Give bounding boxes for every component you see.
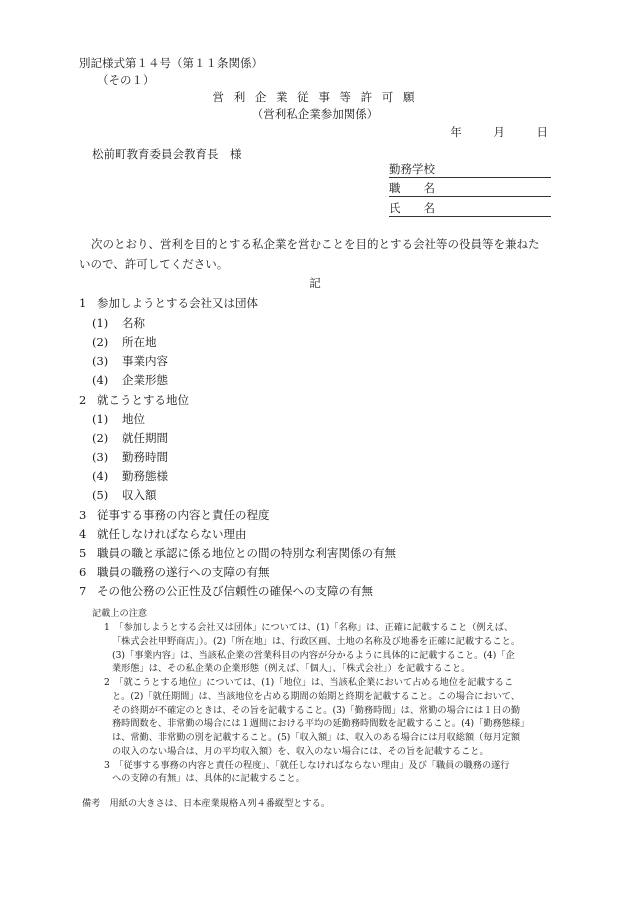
- item-number: 4: [79, 527, 87, 541]
- ki-heading: 記: [309, 276, 321, 290]
- addressee: 松前町教育委員会教育長 様: [92, 147, 242, 161]
- notes-heading: 記載上の注意: [92, 608, 148, 619]
- item-label: 名称: [122, 316, 145, 330]
- note-line: (3)「事業内容」は、当該私企業の営業科目の内容が分かるように具体的に記載すること。(4)「企: [112, 650, 515, 661]
- list-item: [79, 545, 396, 561]
- list-item: [79, 295, 258, 311]
- post-field[interactable]: [389, 180, 551, 197]
- list-item: [92, 334, 157, 350]
- form-sub-number: （その１）: [97, 73, 155, 87]
- item-number: (3): [92, 450, 109, 464]
- post-label: 職 名: [389, 181, 435, 195]
- date-day: 日: [536, 125, 548, 139]
- note-line: への支障の有無」は、具体的に記載すること。: [112, 773, 305, 784]
- item-number: 5: [79, 546, 87, 560]
- item-number: (2): [92, 335, 109, 349]
- school-label: 勤務学校: [389, 162, 435, 176]
- note-line: は、常勤、非常勤の別を記載すること。(5)「収入額」は、収入のある場合には月収総額（毎月定額: [112, 732, 521, 743]
- note-line: 務時間数を、非常勤の場合には１週間における平均の延勤務時間数を記載すること。(4)「勤務態様」: [112, 718, 530, 729]
- list-item: [79, 583, 373, 599]
- list-item: [79, 564, 270, 580]
- date-line: [422, 124, 548, 140]
- item-label: 参加しようとする会社又は団体: [97, 296, 258, 310]
- item-number: 7: [79, 584, 87, 598]
- item-number: 1: [79, 296, 87, 310]
- list-item: [92, 353, 168, 369]
- item-number: (1): [92, 316, 109, 330]
- list-item: [92, 468, 168, 484]
- list-item: [79, 507, 270, 523]
- note-line: 1 「参加しようとする会社又は団体」については、(1)「名称」は、正確に記載すること（例えば、: [104, 622, 514, 633]
- note-line: の収入のない場合は、月の平均収入額）を、収入のない場合には、その旨を記載すること。: [112, 746, 489, 757]
- list-item: [92, 487, 157, 503]
- intro-paragraph: 次のとおり、営利を目的とする私企業を営むことを目的とする会社等の役員等を兼ねたいので、許可してください。: [79, 237, 540, 271]
- list-item: [92, 449, 168, 465]
- note-line: 2 「就こうとする地位」については、(1)「地位」は、当該私企業において占める地位を記載するこ: [104, 677, 514, 688]
- note-line: その終期が不確定のときは、その旨を記載すること。(3)「勤務時間」は、常勤の場合には１日の勤: [112, 705, 521, 716]
- item-label: 就こうとする地位: [97, 393, 189, 407]
- list-item: [92, 430, 168, 446]
- item-label: 勤務態様: [122, 469, 168, 483]
- date-month: 月: [493, 125, 505, 139]
- item-number: (1): [92, 412, 109, 426]
- date-year: 年: [450, 125, 462, 139]
- item-label: 勤務時間: [122, 450, 168, 464]
- school-field[interactable]: [389, 161, 551, 178]
- item-label: 所在地: [122, 335, 157, 349]
- item-label: 地位: [122, 412, 145, 426]
- remark: 備考 用紙の大きさは、日本産業規格Ａ列４番縦型とする。: [82, 798, 331, 809]
- item-label: 収入額: [122, 488, 157, 502]
- document-title: 営 利 企 業 従 事 等 許 可 願: [212, 90, 418, 104]
- list-item: [92, 411, 145, 427]
- list-item: [92, 372, 168, 388]
- item-label: 職員の職と承認に係る地位との間の特別な利害関係の有無: [97, 546, 396, 560]
- item-label: 事業内容: [122, 354, 168, 368]
- item-number: 2: [79, 393, 87, 407]
- item-label: その他公務の公正性及び信頼性の確保への支障の有無: [97, 584, 373, 598]
- note-line: 業形態」は、その私企業の企業形態（例えば、「個人」、「株式会社」）を記載すること。: [112, 663, 471, 674]
- item-label: 企業形態: [122, 373, 168, 387]
- note-line: 3 「従事する事務の内容と責任の程度」、「就任しなければならない理由」及び「職員の職務の遂行: [104, 760, 510, 771]
- item-number: (3): [92, 354, 109, 368]
- item-number: (5): [92, 488, 109, 502]
- item-number: (4): [92, 373, 109, 387]
- item-number: (4): [92, 469, 109, 483]
- item-label: 就任しなければならない理由: [97, 527, 247, 541]
- name-label: 氏 名: [389, 201, 435, 215]
- note-line: 「株式会社甲野商店」）。(2)「所在地」は、行政区画、土地の名称及び地番を正確に記載すること。: [112, 636, 521, 647]
- list-item: [92, 315, 145, 331]
- document-subtitle: （営利私企業参加関係）: [251, 107, 379, 121]
- item-number: 3: [79, 508, 87, 522]
- item-label: 就任期間: [122, 431, 168, 445]
- item-number: 6: [79, 565, 87, 579]
- item-label: 職員の職務の遂行への支障の有無: [97, 565, 270, 579]
- name-field[interactable]: [389, 200, 551, 217]
- form-number: 別記様式第１４号（第１１条関係）: [79, 56, 263, 70]
- note-line: と。(2)「就任期間」は、当該地位を占める期間の始期と終期を記載すること。この場合において、: [112, 691, 520, 702]
- item-number: (2): [92, 431, 109, 445]
- list-item: [79, 526, 247, 542]
- list-item: [79, 392, 189, 408]
- item-label: 従事する事務の内容と責任の程度: [97, 508, 270, 522]
